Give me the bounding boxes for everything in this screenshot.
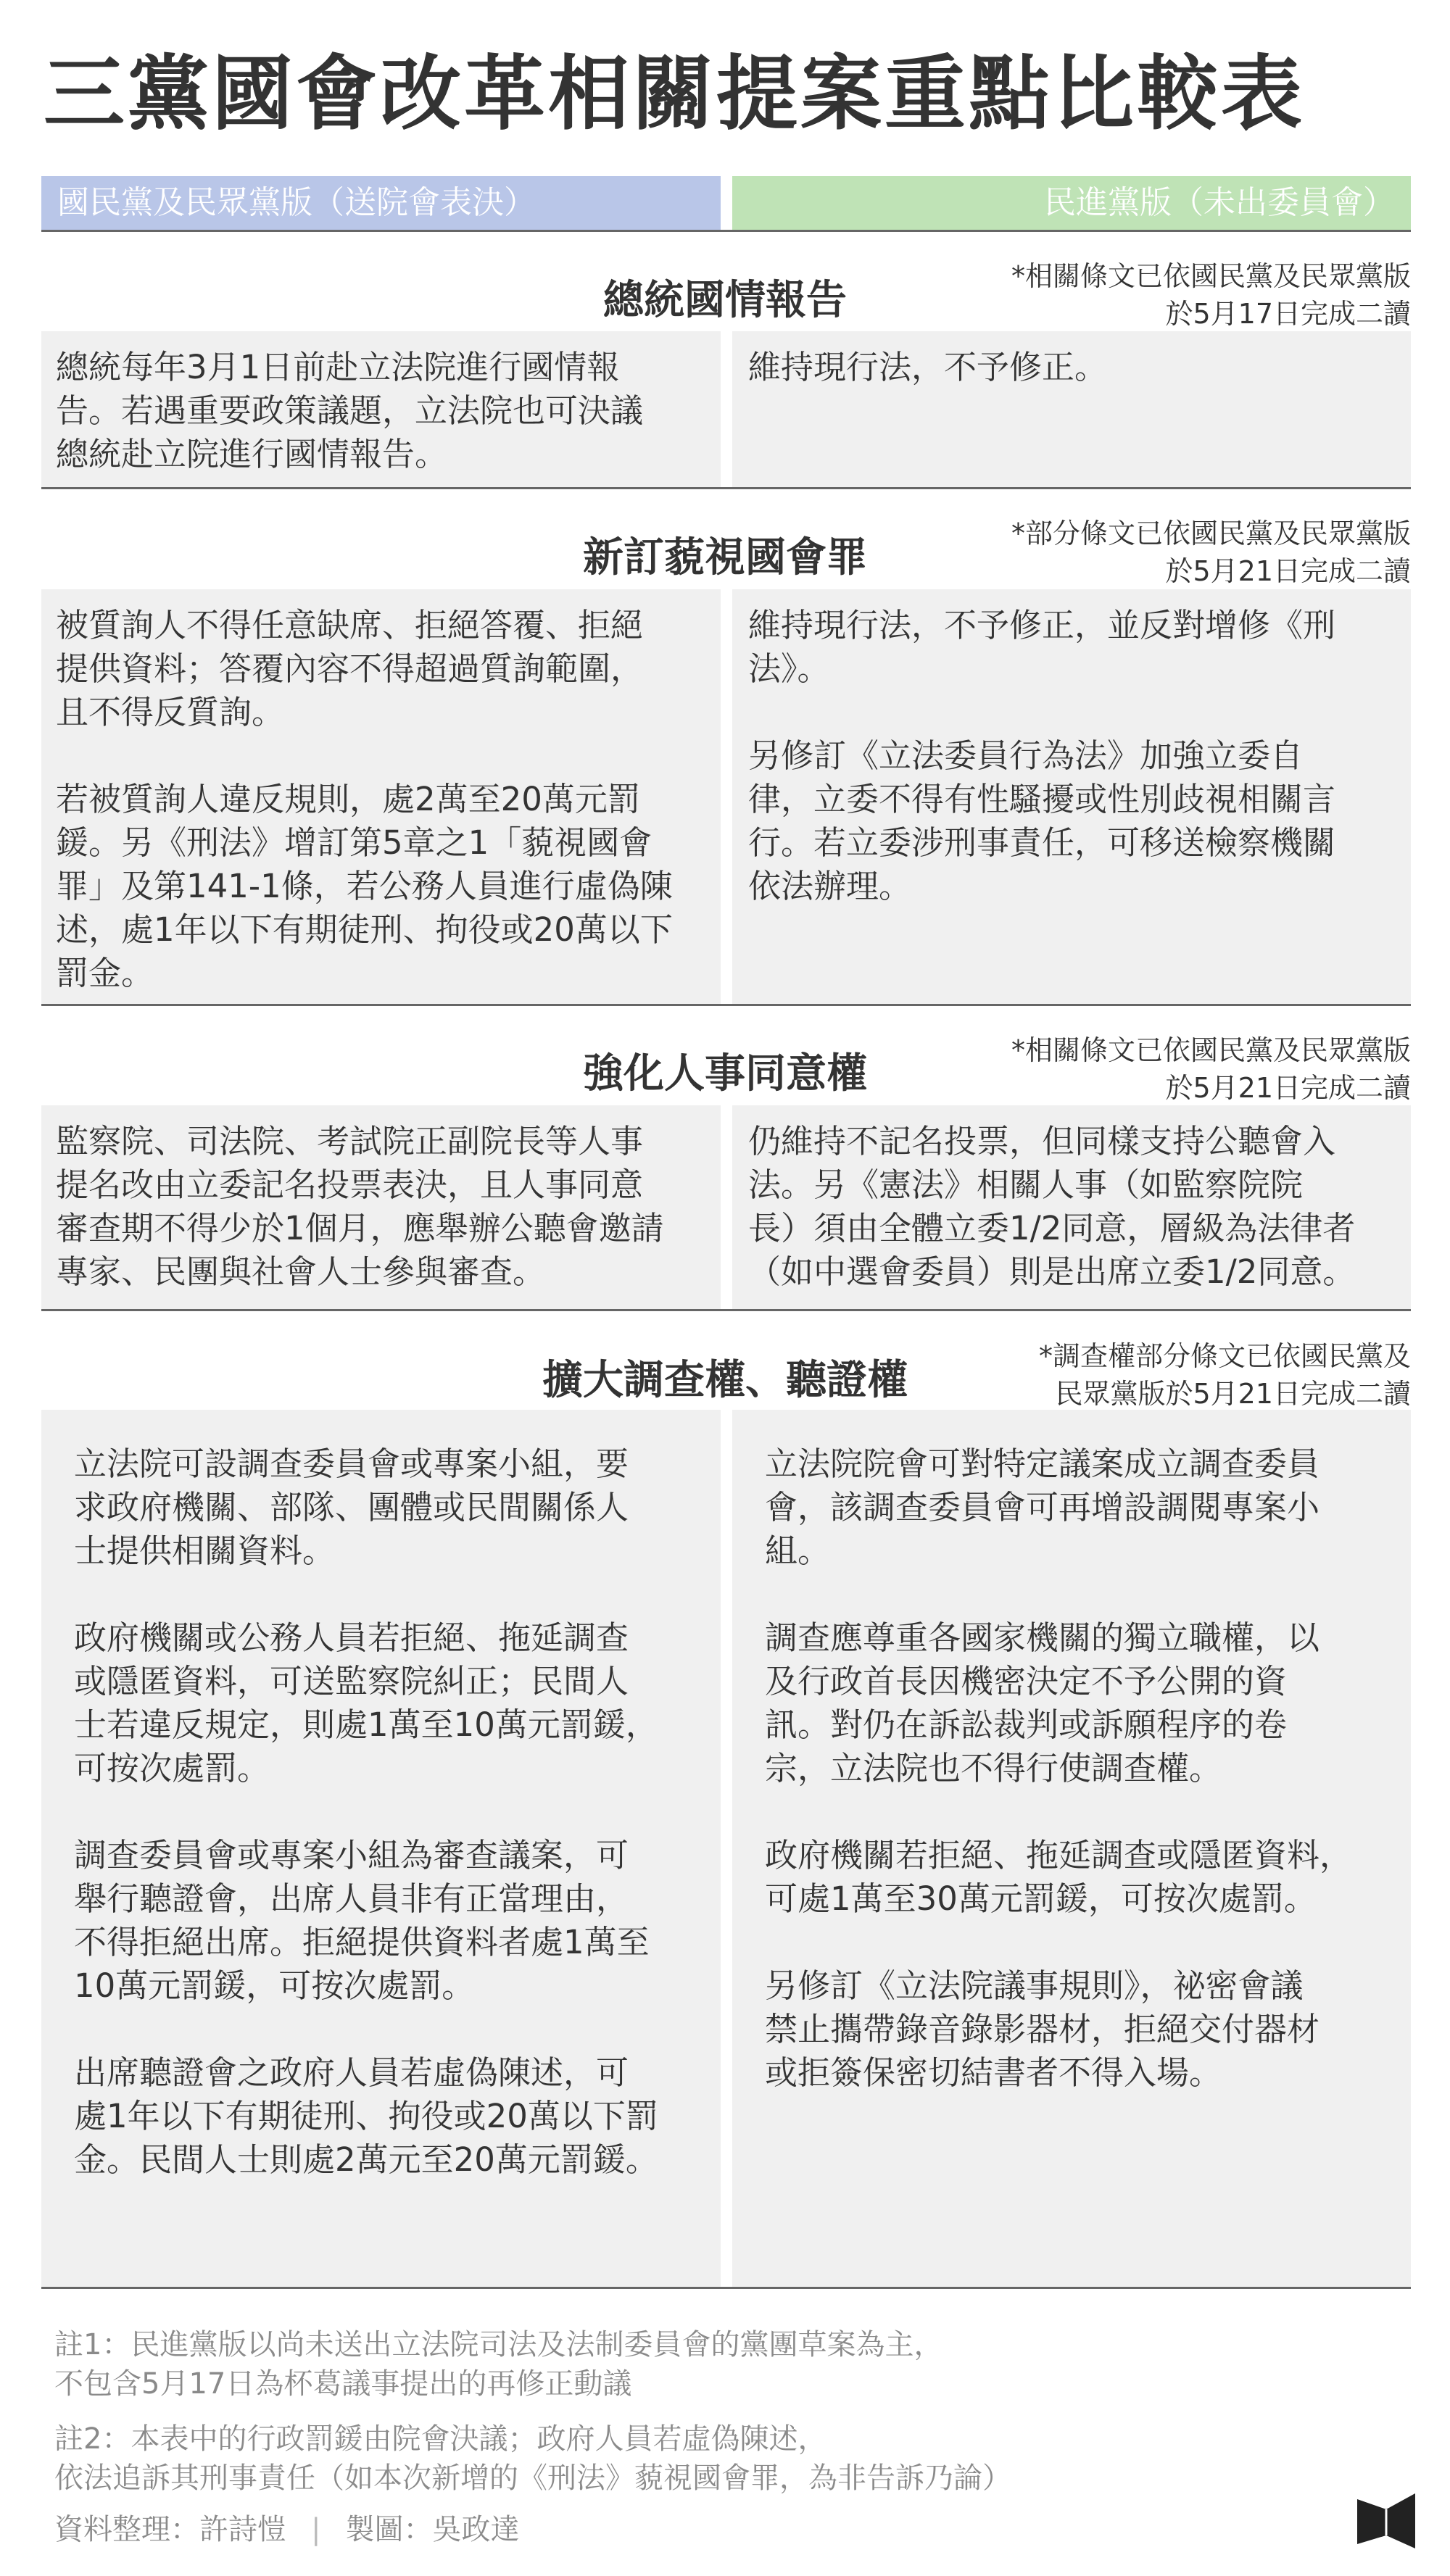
paragraph: 仍維持不記名投票，但同樣支持公聽會入 法。另《憲法》相關人事（如監察院院 長）須由全體立委1/2同意，層級為法律者 （如中選會委員）則是出席立委1/2同意。 <box>748 1122 1356 1291</box>
paragraph: 政府機關或公務人員若拒絕、拖延調查 或隱匿資料，可送監察院糾正；民間人 士若違反規定，則處1萬至10萬元罰鍰， 可按次處罰。 <box>74 1619 658 1787</box>
footnote-1: 註1：民進黨版以尚未送出立法院司法及法制委員會的黨團草案為主， 不包含5月17日為杯葛議事提出的再修正動議 <box>54 2328 943 2401</box>
section-note-state-report: *相關條文已依國民黨及民眾黨版 於5月17日完成二讀 <box>1011 260 1411 330</box>
footnote-2: 註2：本表中的行政罰鍰由院會決議；政府人員若虛偽陳述， 依法追訴其刑事責任（如本次新增的《刑法》藐視國會罪，為非告訴乃論） <box>54 2422 1011 2495</box>
credit-design: 製圖：吳政達 <box>345 2513 520 2546</box>
section-note-contempt: *部分條文已依國民黨及民眾黨版 於5月21日完成二讀 <box>1011 518 1411 587</box>
cell-left-personnel <box>41 1105 721 1309</box>
section-divider <box>41 1004 1411 1006</box>
credit-separator: | <box>311 2513 321 2546</box>
cell-right-personnel <box>732 1105 1411 1309</box>
page-title: 三黨國會改革相關提案重點比較表 <box>44 47 1305 141</box>
section-divider <box>41 1309 1411 1311</box>
column-header-dpp: 民進黨版（未出委員會） <box>732 176 1411 230</box>
credit-research: 資料整理：許詩愷 <box>54 2513 286 2546</box>
section-title-contempt: 新訂藐視國會罪 <box>583 534 867 581</box>
cell-right-state-report <box>732 331 1411 487</box>
paragraph: 若被質詢人違反規則，處2萬至20萬元罰 鍰。另《刑法》增訂第5章之1「藐視國會 罪」及第141-1條，若公務人員進行虛偽陳 述，處1年以下有期徒刑、拘役或20萬以下 罰金。 <box>56 780 673 992</box>
section-title-personnel: 強化人事同意權 <box>583 1050 867 1097</box>
paragraph: 維持現行法，不予修正，並反對增修《刑 法》。 <box>748 606 1336 688</box>
section-divider <box>41 2287 1411 2289</box>
paragraph: 調查委員會或專案小組為審查議案，可 舉行聽證會，出席人員非有正當理由， 不得拒絕出席。拒絕提供資料者處1萬至 10萬元罰鍰，可按次處罰。 <box>74 1836 650 2005</box>
paragraph: 維持現行法，不予修正。 <box>748 348 1108 386</box>
section-note-personnel: *相關條文已依國民黨及民眾黨版 於5月21日完成二讀 <box>1011 1034 1411 1104</box>
column-header-kmt-tpp: 國民黨及民眾黨版（送院會表決） <box>41 176 721 230</box>
paragraph: 調查應尊重各國家機關的獨立職權，以 及行政首長因機密決定不予公開的資 訊。對仍在訴訟裁判或訴願程序的卷 宗，立法院也不得行使調查權。 <box>765 1619 1320 1787</box>
paragraph: 出席聽證會之政府人員若虛偽陳述，可 處1年以下有期徒刑、拘役或20萬以下罰 金。民間人士則處2萬元至20萬元罰鍰。 <box>74 2053 658 2179</box>
cell-left-contempt <box>41 589 721 1004</box>
credits <box>54 2506 519 2548</box>
paragraph: 政府機關若拒絕、拖延調查或隱匿資料， 可處1萬至30萬元罰鍰，可按次處罰。 <box>765 1836 1353 1918</box>
cell-left-investigation <box>41 1410 721 2287</box>
paragraph: 總統每年3月1日前赴立法院進行國情報 告。若遇重要政策議題，立法院也可決議 總統赴立院進行國情報告。 <box>56 348 644 473</box>
paragraph: 另修訂《立法院議事規則》，祕密會議 禁止攜帶錄音錄影器材，拒絕交付器材 或拒簽保密切結書者不得入場。 <box>765 1966 1320 2092</box>
publisher-logo-icon <box>1357 2493 1415 2548</box>
cell-right-investigation <box>732 1410 1411 2287</box>
section-title-investigation: 擴大調查權、聽證權 <box>542 1357 908 1404</box>
cell-left-state-report <box>41 331 721 487</box>
paragraph: 立法院院會可對特定議案成立調查委員 會，該調查委員會可再增設調閱專案小 組。 <box>765 1445 1320 1570</box>
paragraph: 被質詢人不得任意缺席、拒絕答覆、拒絕 提供資料；答覆內容不得超過質詢範圍， 且不得反質詢。 <box>56 606 644 731</box>
section-divider <box>41 487 1411 489</box>
section-note-investigation: *調查權部分條文已依國民黨及 民眾黨版於5月21日完成二讀 <box>1038 1340 1411 1410</box>
paragraph: 監察院、司法院、考試院正副院長等人事 提名改由立委記名投票表決，且人事同意 審查期不得少於1個月，應舉辦公聽會邀請 專家、民團與社會人士參與審查。 <box>56 1122 664 1291</box>
cell-right-contempt <box>732 589 1411 1004</box>
section-title-state-report: 總統國情報告 <box>603 277 847 324</box>
paragraph: 另修訂《立法委員行為法》加強立委自 律，立委不得有性騷擾或性別歧視相關言 行。若立委涉刑事責任，可移送檢察機關 依法辦理。 <box>748 736 1336 905</box>
paragraph: 立法院可設調查委員會或專案小組，要 求政府機關、部隊、團體或民間關係人 士提供相關資料。 <box>74 1445 629 1570</box>
header-divider <box>41 230 1411 232</box>
